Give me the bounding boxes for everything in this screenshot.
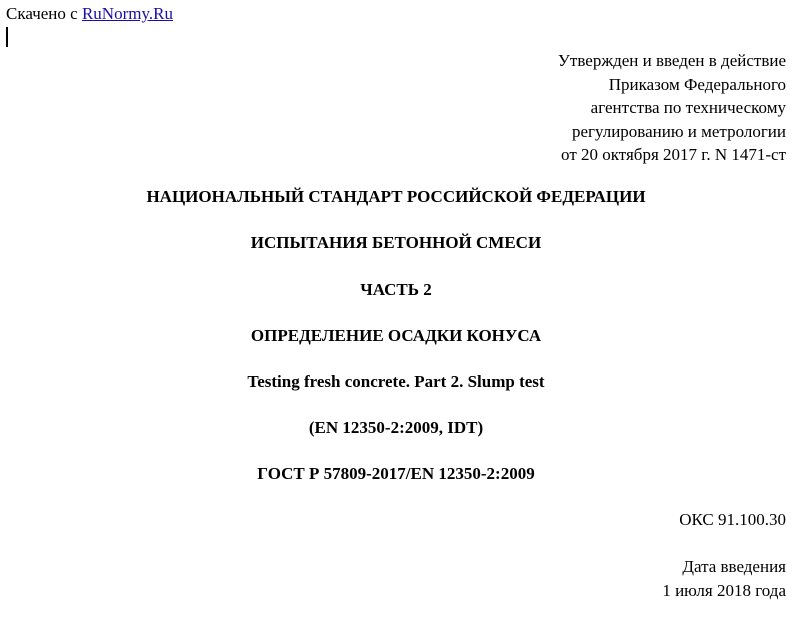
text-cursor [6,27,8,47]
approval-line: от 20 октября 2017 г. N 1471-ст [561,145,786,164]
source-prefix: Скачено с [6,4,82,23]
introduction-label: Дата введения [682,557,786,576]
standard-designation: ГОСТ Р 57809-2017/EN 12350-2:2009 [257,464,535,483]
introduction-date: 1 июля 2018 года [662,580,786,600]
approval-line: Приказом Федерального [608,74,786,94]
equivalence-note: (EN 12350-2:2009, IDT) [308,418,484,437]
introduction-date-block [662,555,786,602]
subject-heading: ИСПЫТАНИЯ БЕТОННОЙ СМЕСИ [250,233,542,252]
source-line [6,4,173,24]
source-link[interactable]: RuNormy.Ru [81,4,173,23]
standard-type-heading: НАЦИОНАЛЬНЫЙ СТАНДАРТ РОССИЙСКОЙ ФЕДЕРАЦИИ [146,187,646,206]
approval-block [558,49,786,167]
part-heading: ЧАСТЬ 2 [360,280,432,299]
approval-line: Утвержден и введен в действие [557,51,786,70]
part-title-heading: ОПРЕДЕЛЕНИЕ ОСАДКИ КОНУСА [250,326,542,345]
english-title: Testing fresh concrete. Part 2. Slump test [247,372,545,391]
approval-line: регулированию и метрологии [571,121,786,141]
oks-code: ОКС 91.100.30 [679,510,786,529]
approval-line: агентства по техническому [590,98,786,117]
